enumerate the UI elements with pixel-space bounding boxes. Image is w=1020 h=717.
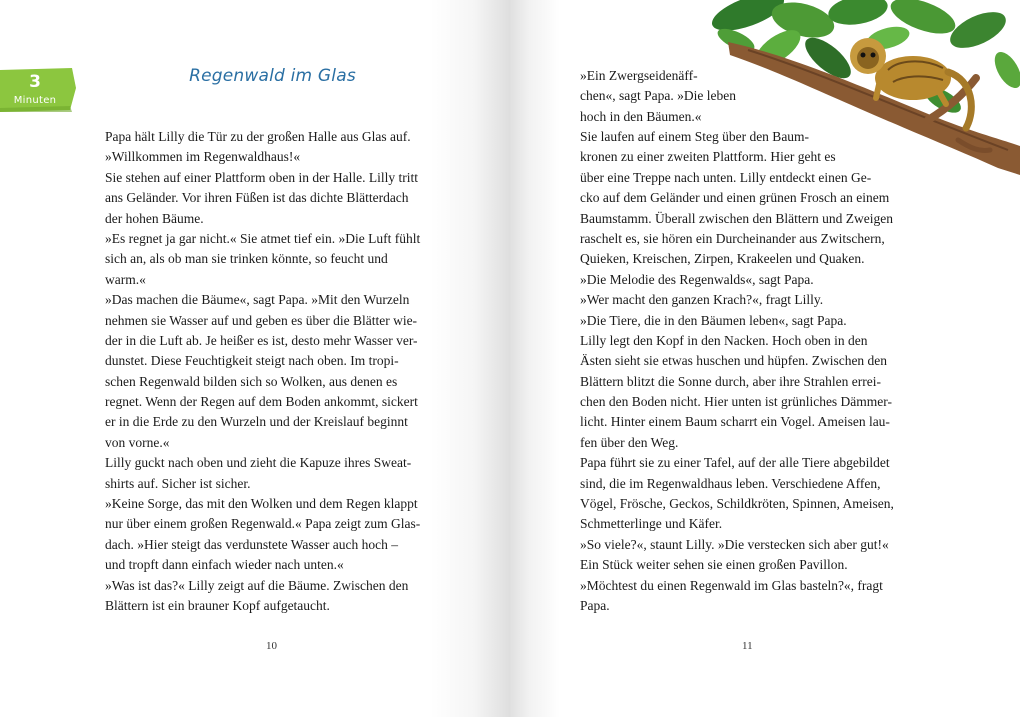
right-text-line: »So viele?«, staunt Lilly. »Die verstecken sich aber gut!« xyxy=(580,536,889,552)
right-text-line: chen den Boden nicht. Hier unten ist grünliches Dämmer- xyxy=(580,394,893,410)
left-text-line: sich an, als ob man sie trinken könnte, so feucht und xyxy=(105,251,388,267)
right-text-line: Ästen sieht sie etwas huschen und hüpfen. Zwischen den xyxy=(580,353,888,369)
left-text-line: regnet. Wenn der Regen auf dem Boden ankommt, sickert xyxy=(105,394,418,410)
left-text-line: warm.« xyxy=(105,271,146,287)
right-text-line: »Möchtest du einen Regenwald im Glas basteln?«, fragt xyxy=(580,577,883,593)
right-text-line: Sie laufen auf einem Steg über den Baum- xyxy=(580,129,810,144)
right-text-line: Papa. xyxy=(580,597,610,613)
right-text-line: Quieken, Kreischen, Zirpen, Krakeelen und Quaken. xyxy=(580,251,865,267)
left-text-line: Blättern ist ein brauner Kopf aufgetaucht. xyxy=(105,597,330,613)
right-text-line: »Wer macht den ganzen Krach?«, fragt Lilly. xyxy=(580,292,824,308)
right-text-line: Schmetterlinge und Käfer. xyxy=(580,516,723,532)
right-text-top-line: hoch in den Bäumen.« xyxy=(580,108,702,124)
right-text-line: Blättern blitzt die Sonne durch, aber ihre Strahlen errei- xyxy=(580,373,882,389)
left-text-line: »Was ist das?« Lilly zeigt auf die Bäume. Zwischen den xyxy=(105,577,409,593)
left-text-line: und tropft dann einfach wieder nach unten.« xyxy=(105,557,344,573)
right-page-text xyxy=(580,127,894,616)
right-text-top-line: chen«, sagt Papa. »Die leben xyxy=(580,88,736,104)
right-text-line: über eine Treppe nach unten. Lilly entdeckt einen Ge- xyxy=(580,169,872,185)
right-text-line: licht. Hinter einem Baum scharrt ein Vogel. Ameisen lau- xyxy=(580,414,890,430)
left-text-line: ans Geländer. Vor ihren Füßen ist das dichte Blätterdach xyxy=(105,190,409,206)
right-text-line: Papa führt sie zu einer Tafel, auf der alle Tiere abgebildet xyxy=(580,455,890,471)
right-text-line: Lilly legt den Kopf in den Nacken. Hoch oben in den xyxy=(580,332,868,348)
left-page-text xyxy=(105,127,420,616)
page-number-left: 10 xyxy=(266,640,277,652)
left-text-line: schen Regenwald bilden sich so Wolken, aus denen es xyxy=(105,373,398,389)
left-text-line: »Es regnet ja gar nicht.« Sie atmet tief ein. »Die Luft fühlt xyxy=(105,230,421,246)
right-text-line: Ein Stück weiter sehen sie einen großen Pavillon. xyxy=(580,557,848,573)
right-text-line: Baumstamm. Überall zwischen den Blättern und Zweigen xyxy=(580,210,894,226)
right-text-line: »Die Melodie des Regenwalds«, sagt Papa. xyxy=(580,271,814,287)
left-text-line: dunstet. Diese Feuchtigkeit steigt nach oben. Im tropi- xyxy=(105,353,399,369)
left-text-line: der hohen Bäume. xyxy=(105,210,204,226)
reading-time-badge xyxy=(0,68,78,112)
left-text-line: von vorne.« xyxy=(105,434,170,450)
right-text-line: raschelt es, sie hören ein Durcheinander aus Zwitschern, xyxy=(580,230,885,246)
left-text-line: nur über einem großen Regenwald.« Papa zeigt zum Glas- xyxy=(105,516,421,532)
left-text-line: »Willkommen im Regenwaldhaus!« xyxy=(105,149,301,165)
right-text-line: Vögel, Frösche, Geckos, Schildkröten, Spinnen, Ameisen, xyxy=(580,496,894,512)
badge-label: Minuten xyxy=(13,95,57,106)
badge-number: 3 xyxy=(29,72,41,92)
left-text-line: shirts auf. Sicher ist sicher. xyxy=(105,475,251,491)
chapter-title: Regenwald im Glas xyxy=(189,66,356,86)
right-text-line: cko auf dem Geländer und einen grünen Frosch an einem xyxy=(580,190,890,206)
right-text-line: kronen zu einer zweiten Plattform. Hier geht es xyxy=(580,149,836,165)
left-text-line: »Das machen die Bäume«, sagt Papa. »Mit den Wurzeln xyxy=(105,292,410,308)
left-text-line: Papa hält Lilly die Tür zu der großen Halle aus Glas auf. xyxy=(105,129,411,144)
right-page-text-top xyxy=(580,66,736,127)
left-text-line: Sie stehen auf einer Plattform oben in der Halle. Lilly tritt xyxy=(105,169,419,185)
left-text-line: der in die Luft ab. Je heißer es ist, desto mehr Wasser ver- xyxy=(105,332,418,348)
left-text-line: »Keine Sorge, das mit den Wolken und dem Regen klappt xyxy=(105,496,418,512)
page-number-right: 11 xyxy=(742,640,753,652)
right-text-top-line: »Ein Zwergseidenäff- xyxy=(580,68,698,83)
right-text-line: fen über den Weg. xyxy=(580,434,679,450)
right-text-line: sind, die im Regenwaldhaus leben. Verschiedene Affen, xyxy=(580,475,881,491)
left-text-line: nehmen sie Wasser auf und geben es über die Blätter wie- xyxy=(105,312,418,328)
left-text-line: Lilly guckt nach oben und zieht die Kapuze ihres Sweat- xyxy=(105,455,412,471)
left-text-line: dach. »Hier steigt das verdunstete Wasser auch hoch – xyxy=(105,536,398,552)
left-text-line: er in die Erde zu den Wurzeln und der Kreislauf beginnt xyxy=(105,414,408,430)
right-text-line: »Die Tiere, die in den Bäumen leben«, sagt Papa. xyxy=(580,312,847,328)
